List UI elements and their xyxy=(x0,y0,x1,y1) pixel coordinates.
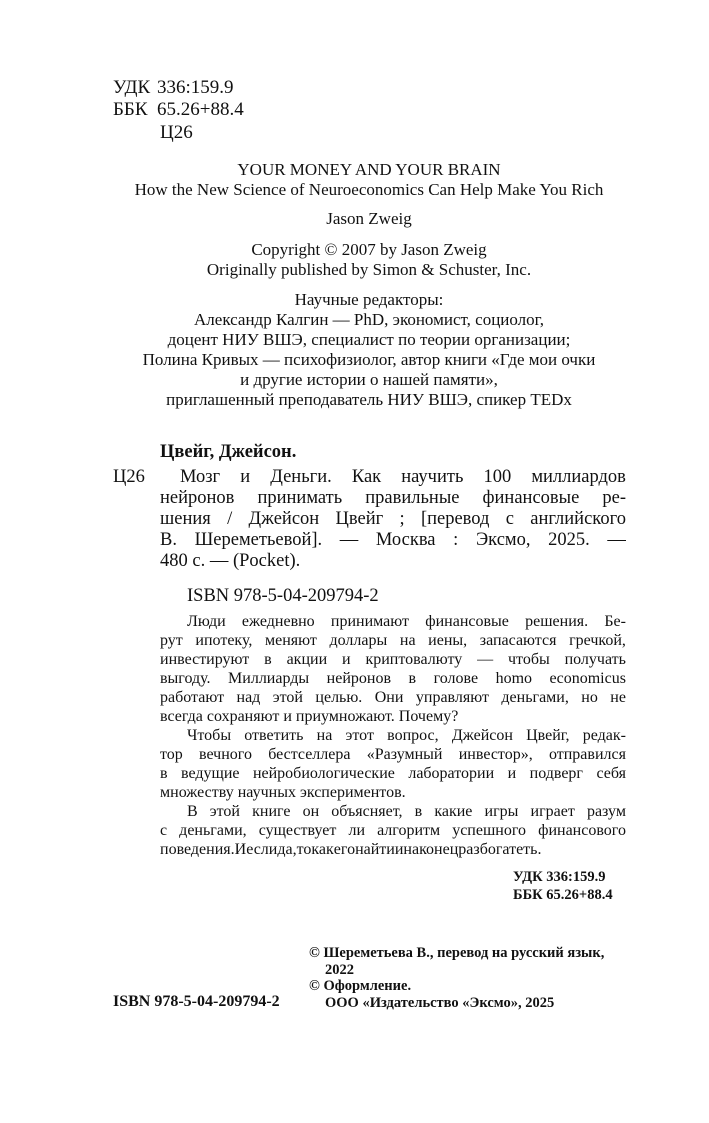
copyright-year: 2022 xyxy=(325,962,354,978)
bib-isbn: ISBN 978-5-04-209794-2 xyxy=(187,586,379,606)
word: этой xyxy=(209,803,240,820)
editor-line: Александр Калгин — PhD, экономист, социолог, xyxy=(194,310,544,329)
word: управляют xyxy=(415,689,489,706)
original-edition-block xyxy=(0,160,709,200)
word: «Разумный xyxy=(366,746,443,763)
word: и xyxy=(507,765,517,782)
word: выгоду. xyxy=(160,670,211,687)
word: чтобы xyxy=(507,651,550,668)
word: Шереметьевой]. xyxy=(194,530,323,550)
footer-isbn: ISBN 978-5-04-209794-2 xyxy=(113,993,280,1010)
copyright-publisher: ООО «Издательство «Эксмо», 2025 xyxy=(325,995,555,1011)
copyright-translation: © Шереметьева В., перевод на русский язык, xyxy=(309,945,605,961)
word: доллары xyxy=(329,632,388,649)
text-line xyxy=(160,688,626,707)
word: рут xyxy=(160,632,183,649)
word: ответить xyxy=(244,727,304,744)
word: — xyxy=(477,651,494,668)
word: акции xyxy=(286,651,328,668)
bbk-line xyxy=(113,99,244,121)
word: Чтобы xyxy=(187,727,232,744)
word: : xyxy=(453,530,459,550)
word: и xyxy=(342,651,351,668)
word: в xyxy=(160,765,168,782)
word: нейронов xyxy=(160,488,235,508)
text-line xyxy=(160,530,626,551)
word: Деньги. xyxy=(270,467,332,487)
word: его xyxy=(333,841,356,858)
word: шения xyxy=(160,509,211,529)
word: найти xyxy=(355,841,395,858)
word: наконец xyxy=(403,841,459,858)
word: Цвейг, xyxy=(526,727,570,744)
word: гречкой, xyxy=(569,632,626,649)
word: но xyxy=(581,689,598,706)
word: какие xyxy=(434,803,473,820)
word: себя xyxy=(596,765,626,782)
original-publisher: Originally published by Simon & Schuster, Inc. xyxy=(206,260,532,279)
word: нейробиологические xyxy=(252,765,395,782)
word: играет xyxy=(530,803,575,820)
bib-line-first xyxy=(180,467,626,488)
editor-line: и другие истории о нашей памяти», xyxy=(240,370,498,389)
word: В. xyxy=(160,530,177,550)
word: деньгами, xyxy=(501,689,569,706)
original-copyright: Copyright © 2007 by Jason Zweig xyxy=(251,240,487,259)
word: запасаются xyxy=(479,632,557,649)
word: вечного xyxy=(199,746,252,763)
word: И xyxy=(234,841,247,858)
text-line xyxy=(160,745,626,764)
word: Джейсон xyxy=(248,509,320,529)
bib-author-heading: Цвейг, Джейсон. xyxy=(160,442,297,462)
text-line xyxy=(160,669,626,688)
word: Люди xyxy=(187,613,226,630)
word: [перевод xyxy=(420,509,490,529)
word: 480 с. — (Pocket). xyxy=(160,551,301,571)
word: голове xyxy=(433,670,479,687)
word: бестселлера xyxy=(268,746,351,763)
editors-block xyxy=(0,290,709,410)
text-line xyxy=(160,821,626,840)
word: лаборатории xyxy=(408,765,495,782)
original-subtitle: How the New Science of Neuroeconomics Can Help Make You Rich xyxy=(134,180,604,199)
word: миллиардов xyxy=(531,467,626,487)
word: Джейсон xyxy=(451,727,513,744)
word: не xyxy=(610,689,626,706)
word: — xyxy=(607,530,626,550)
word: Бе- xyxy=(604,613,626,630)
word: Цвейг xyxy=(335,509,384,529)
word: подверг xyxy=(529,765,583,782)
word: с xyxy=(505,509,514,529)
footer-udk: УДК 336:159.9 xyxy=(513,869,606,885)
word: Миллиарды xyxy=(228,670,310,687)
word: получать xyxy=(564,651,626,668)
word: он xyxy=(302,803,320,820)
word: поведения. xyxy=(160,841,235,858)
annotation xyxy=(160,612,626,859)
text-line xyxy=(160,488,626,509)
word: в xyxy=(408,670,417,687)
word: Они xyxy=(374,689,404,706)
word: инвестируют xyxy=(160,651,250,668)
word: решения. xyxy=(525,613,589,630)
word: ли xyxy=(348,822,365,839)
word: — xyxy=(339,530,359,550)
udk-label: УДК xyxy=(113,77,151,98)
text-line xyxy=(160,783,626,802)
word: принимают xyxy=(330,613,410,630)
word: редак- xyxy=(582,727,626,744)
word: иены, xyxy=(428,632,468,649)
word: 2025. xyxy=(548,530,590,550)
word: над xyxy=(236,689,261,706)
word: этой xyxy=(272,689,303,706)
text-line xyxy=(160,726,626,745)
word: ведущие xyxy=(181,765,240,782)
word: homo xyxy=(495,670,533,687)
word: всегда сохраняют и приумножают. Почему? xyxy=(160,708,459,725)
word: с xyxy=(160,822,168,839)
editor-line: Полина Кривых — психофизиолог, автор книги «Где мои очки xyxy=(142,350,596,369)
word: / xyxy=(227,509,233,529)
word: инвестор», xyxy=(458,746,533,763)
word: объясняет, xyxy=(331,803,403,820)
text-line xyxy=(160,612,626,631)
word: деньгами, xyxy=(179,822,247,839)
word: множеству научных экспериментов. xyxy=(160,784,406,801)
word: нейронов xyxy=(326,670,391,687)
text-line xyxy=(160,802,626,821)
original-title: YOUR MONEY AND YOUR BRAIN xyxy=(237,160,501,179)
word: Как xyxy=(351,467,382,487)
author-mark: Ц26 xyxy=(160,122,193,143)
word: игры xyxy=(484,803,519,820)
word: ре- xyxy=(602,488,626,508)
word: да, xyxy=(277,841,297,858)
word: правильные xyxy=(365,488,460,508)
word: ипотеку, xyxy=(195,632,253,649)
word: научить xyxy=(401,467,464,487)
word: успешного xyxy=(452,822,527,839)
word: и xyxy=(394,841,404,858)
word: алгоритм xyxy=(377,822,441,839)
word: ; xyxy=(399,509,405,529)
copyright-block xyxy=(0,240,709,280)
editors-heading: Научные редакторы: xyxy=(294,290,444,309)
text-line xyxy=(160,840,626,859)
bbk-value: 65.26+88.4 xyxy=(157,99,244,120)
copyright-design: © Оформление. xyxy=(309,978,412,994)
footer-bbk: ББК 65.26+88.4 xyxy=(513,887,613,903)
word: если xyxy=(246,841,278,858)
word: отправился xyxy=(548,746,626,763)
word: на xyxy=(316,727,333,744)
bib-mark: Ц26 xyxy=(113,467,145,487)
bbk-label: ББК xyxy=(113,99,148,120)
word: тор xyxy=(160,746,183,763)
word: Мозг xyxy=(180,467,221,487)
word: как xyxy=(311,841,334,858)
text-line xyxy=(160,707,626,726)
word: целью. xyxy=(315,689,363,706)
word: в xyxy=(264,651,272,668)
word: финансового xyxy=(538,822,626,839)
word: на xyxy=(399,632,416,649)
word: работают xyxy=(160,689,225,706)
word: меняют xyxy=(264,632,317,649)
word: книге xyxy=(252,803,291,820)
word: economicus xyxy=(549,670,626,687)
word: в xyxy=(414,803,423,820)
text-line xyxy=(160,650,626,669)
text-line xyxy=(160,764,626,783)
word: ежедневно xyxy=(241,613,315,630)
word: криптовалюту xyxy=(365,651,463,668)
word: существует xyxy=(258,822,337,839)
word: финансовые xyxy=(482,488,580,508)
text-line xyxy=(160,551,626,572)
word: этот xyxy=(345,727,374,744)
text-line xyxy=(160,509,626,530)
editor-line: доцент НИУ ВШЭ, специалист по теории организации; xyxy=(167,330,571,349)
word: и xyxy=(240,467,251,487)
word: разум xyxy=(586,803,626,820)
word: принимать xyxy=(257,488,343,508)
udk-line xyxy=(113,77,234,99)
word: Москва xyxy=(375,530,436,550)
editor-line: приглашенный преподаватель НИУ ВШЭ, спикер TEDx xyxy=(166,390,572,409)
word: разбогатеть. xyxy=(458,841,542,858)
text-line xyxy=(160,631,626,650)
word: то xyxy=(296,841,312,858)
word: вопрос, xyxy=(387,727,439,744)
word: В xyxy=(187,803,198,820)
original-author: Jason Zweig xyxy=(326,209,412,228)
word: финансовые xyxy=(425,613,509,630)
udk-value: 336:159.9 xyxy=(157,77,234,98)
word: 100 xyxy=(483,467,512,487)
word: Эксмо, xyxy=(475,530,531,550)
word: английского xyxy=(530,509,626,529)
bib-description xyxy=(160,488,626,572)
